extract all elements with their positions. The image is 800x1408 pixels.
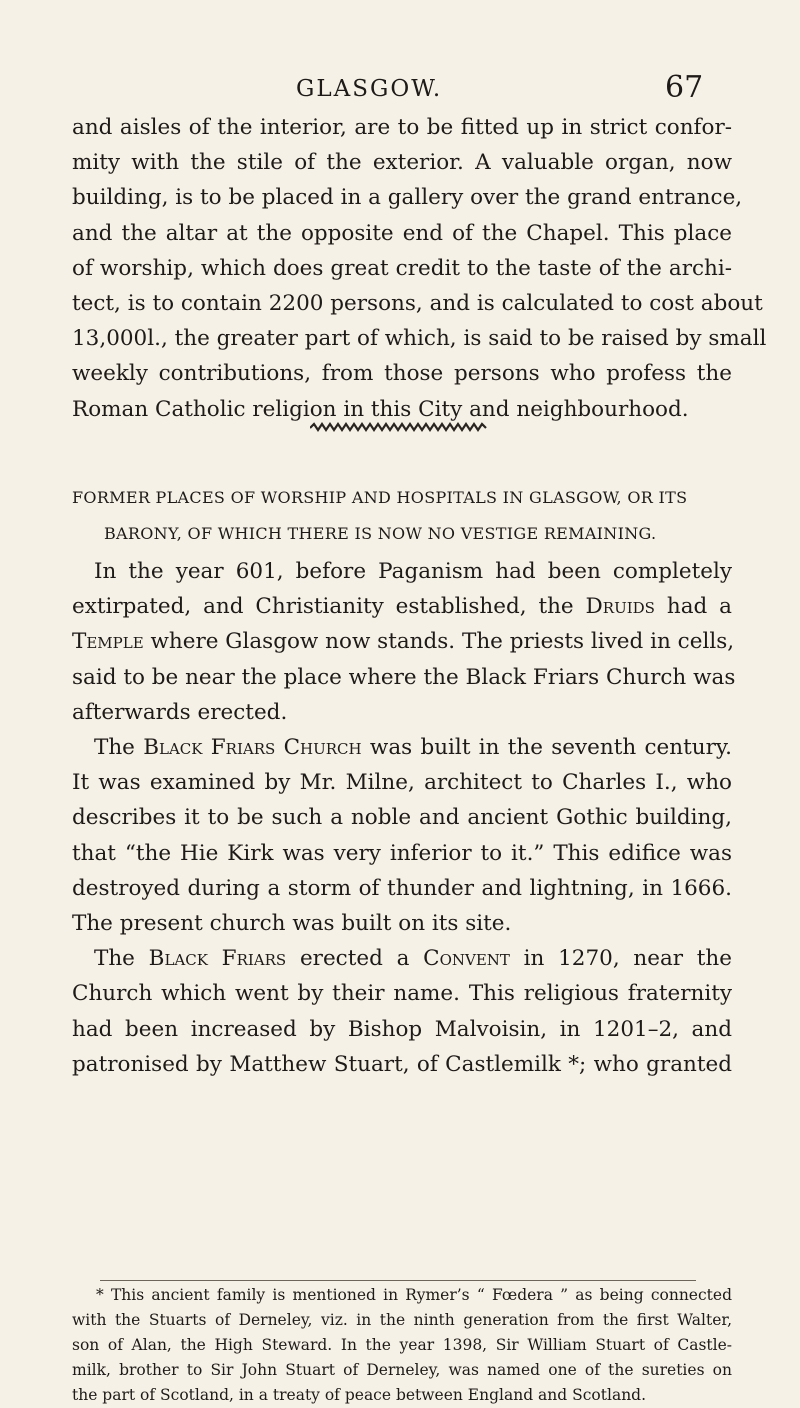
running-head: GLASGOW. bbox=[296, 76, 443, 102]
black-friars-church-term: Black Friars Church bbox=[143, 735, 362, 761]
section-heading-line: BARONY, OF WHICH THERE IS NOW NO VESTIGE REMAINING. bbox=[104, 524, 657, 543]
text-line: afterwards erected. bbox=[72, 699, 288, 725]
footnote-line: * This ancient family is mentioned in Rymer’s “ Fœdera ” as being connected bbox=[96, 1286, 732, 1304]
convent-term: Convent bbox=[423, 946, 510, 972]
section-body bbox=[72, 554, 736, 1082]
text-line: and the altar at the opposite end of the Chapel. This place bbox=[72, 220, 732, 246]
text-line: said to be near the place where the Black Friars Church was bbox=[72, 664, 736, 690]
text-line: and aisles of the interior, are to be fitted up in strict confor- bbox=[72, 115, 732, 140]
footnote bbox=[72, 1283, 732, 1408]
text-line: mity with the stile of the exterior. A valuable organ, now bbox=[72, 150, 732, 176]
paragraph-chapel bbox=[72, 110, 767, 427]
page-number: 67 bbox=[665, 70, 704, 105]
footnote-line: the part of Scotland, in a treaty of peace between England and Scotland. bbox=[72, 1386, 647, 1404]
footnote-divider bbox=[100, 1280, 696, 1281]
text-line: building, is to be placed in a gallery over the grand entrance, bbox=[72, 185, 743, 211]
page-header bbox=[0, 70, 800, 110]
footnote-line: with the Stuarts of Derneley, viz. in the ninth generation from the first Walter, bbox=[72, 1311, 732, 1329]
footnote-line: milk, brother to Sir John Stuart of Derneley, was named one of the sureties on bbox=[72, 1361, 732, 1379]
section-heading-line: FORMER PLACES OF WORSHIP AND HOSPITALS IN GLASGOW, OR ITS bbox=[72, 488, 688, 507]
druids-term: Druids bbox=[585, 594, 655, 620]
text-line: It was examined by Mr. Milne, architect to Charles I., who bbox=[72, 770, 732, 796]
text-line: weekly contributions, from those persons who profess the bbox=[72, 361, 732, 387]
black-friars-term: Black Friars bbox=[148, 946, 287, 972]
decorative-rule bbox=[310, 422, 488, 432]
text-line: destroyed during a storm of thunder and lightning, in 1666. bbox=[72, 875, 732, 901]
text-line: of worship, which does great credit to the taste of the archi- bbox=[72, 255, 732, 281]
text-line: had been increased by Bishop Malvoisin, in 1201–2, and bbox=[72, 1016, 732, 1042]
text-line: The Black Friars Church was built in the seventh century. bbox=[94, 735, 732, 761]
text-line: The Black Friars erected a Convent in 1270, near the bbox=[94, 946, 732, 972]
text-line: Roman Catholic religion in this City and neighbourhood. bbox=[72, 396, 689, 422]
footnote-line: son of Alan, the High Steward. In the year 1398, Sir William Stuart of Castle- bbox=[72, 1336, 732, 1354]
text-line: describes it to be such a noble and ancient Gothic building, bbox=[72, 805, 732, 831]
text-line: Church which went by their name. This religious fraternity bbox=[72, 981, 732, 1007]
text-line: tect, is to contain 2200 persons, and is calculated to cost about bbox=[72, 291, 763, 317]
text-line: that “the Hie Kirk was very inferior to it.” This edifice was bbox=[72, 840, 732, 866]
text-line: extirpated, and Christianity established, the Druids had a bbox=[72, 594, 732, 620]
text-line: The present church was built on its site. bbox=[72, 911, 512, 937]
text-line: Temple where Glasgow now stands. The priests lived in cells, bbox=[72, 629, 735, 655]
text-line: 13,000l., the greater part of which, is said to be raised by small bbox=[72, 326, 767, 352]
text-line: patronised by Matthew Stuart, of Castlemilk *; who granted bbox=[72, 1051, 732, 1077]
text-line: In the year 601, before Paganism had been completely bbox=[94, 559, 732, 584]
temple-term: Temple bbox=[72, 629, 144, 655]
section-heading bbox=[72, 480, 732, 552]
